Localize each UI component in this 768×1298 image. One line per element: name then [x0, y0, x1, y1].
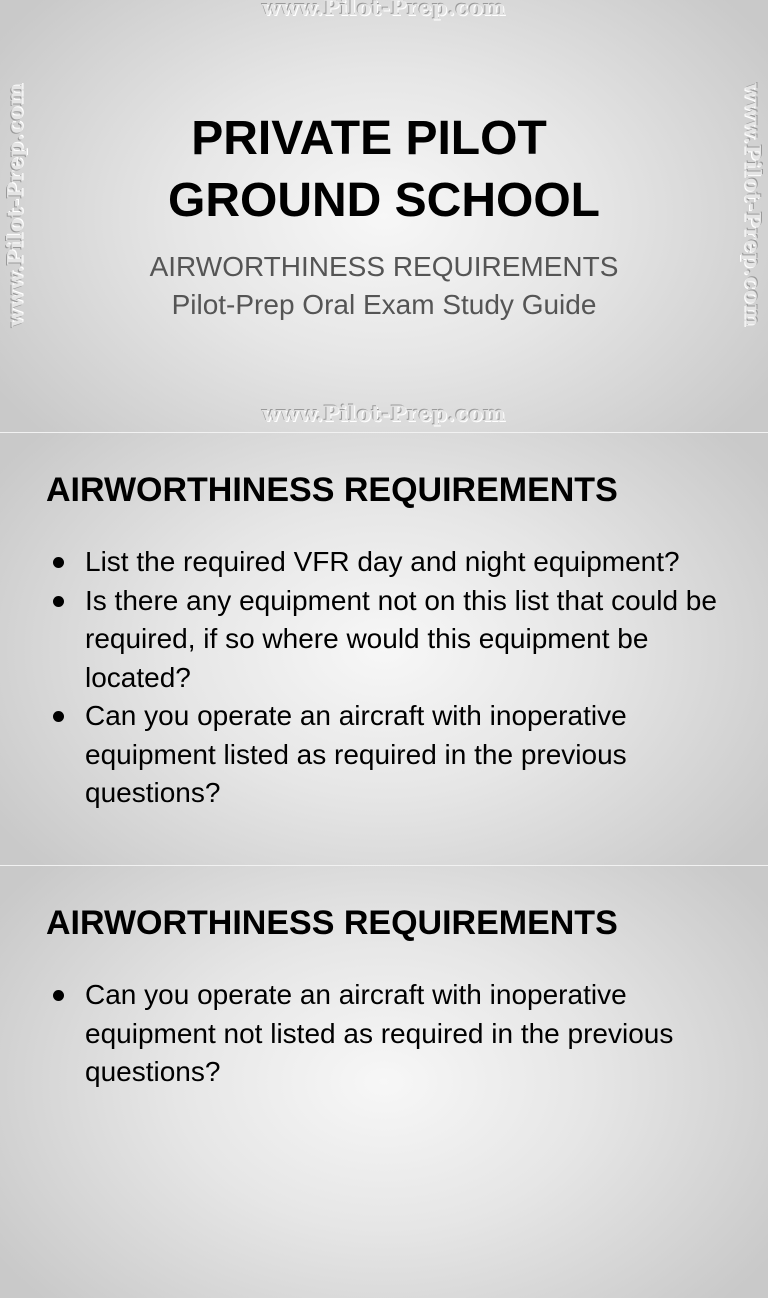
bullet-text: Can you operate an aircraft with inoperative equipment listed as required in the previous questions?: [85, 700, 627, 808]
slide-title: [0, 108, 768, 232]
bullet-item: [0, 582, 768, 698]
title-line-1: PRIVATE PILOT: [191, 112, 547, 165]
bullet-list: [0, 543, 768, 813]
bullet-text: Is there any equipment not on this list that could be required, if so where would this equipment be located?: [85, 584, 717, 693]
title-slide: [0, 0, 768, 432]
bullet-dot-icon: [53, 711, 64, 722]
content-slide: [0, 433, 768, 865]
bullet-item: [0, 543, 768, 582]
title-line-2: GROUND SCHOOL: [168, 174, 600, 227]
bullet-text: Can you operate an aircraft with inoperative equipment not listed as required in the previous questions?: [85, 979, 674, 1087]
content-slide: [0, 866, 768, 1298]
bullet-text: List the required VFR day and night equipment?: [85, 546, 680, 577]
watermark-right-text: www.Pilot-Prep.com: [740, 82, 766, 327]
bullet-dot-icon: [53, 557, 64, 568]
bullet-list: [0, 976, 768, 1092]
watermark-left-text: www.Pilot-Prep.com: [2, 82, 28, 327]
bullet-dot-icon: [53, 596, 64, 607]
slide-subtitle: [0, 248, 768, 324]
watermark-top: www.Pilot-Prep.com: [262, 0, 506, 20]
slide-heading: AIRWORTHINESS REQUIREMENTS: [46, 904, 618, 942]
subtitle-line-1: AIRWORTHINESS REQUIREMENTS: [149, 251, 619, 282]
slide-heading: AIRWORTHINESS REQUIREMENTS: [46, 471, 618, 509]
bullet-item: [0, 976, 768, 1092]
watermark-bottom: www.Pilot-Prep.com: [262, 401, 506, 426]
subtitle-line-2: Pilot-Prep Oral Exam Study Guide: [171, 289, 597, 320]
bullet-dot-icon: [53, 990, 64, 1001]
bullet-item: [0, 697, 768, 813]
